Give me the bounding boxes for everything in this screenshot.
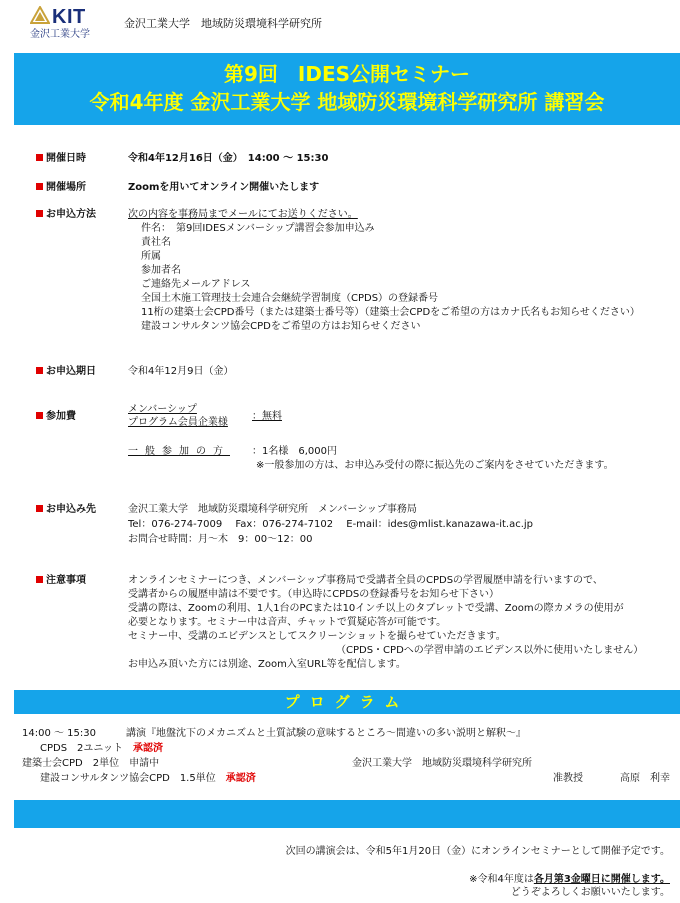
apply-item: 責社名: [141, 237, 171, 248]
fee-label: 参加費: [36, 410, 76, 424]
contact-line2: Tel：076-274-7009 Fax：076-274-7102 E-mail：ides@mlist.kanazawa-it.ac.jp: [128, 519, 534, 530]
footer-note: ※令和4年度は各月第3金曜日に開催します。: [469, 874, 670, 885]
program-cpds: CPDS 2ユニット 承認済: [40, 743, 164, 754]
contact-label: お申込み先: [36, 503, 96, 517]
apply-item: 11桁の建築士会CPD番号（または建築士番号等）（建築士会CPDをご希望の方はカナ氏名もお知らせください）: [141, 307, 640, 318]
note-line: お申込み頂いた方には別途、Zoom入室URL等を配信します。: [128, 659, 406, 670]
notes-label: 注意事項: [36, 574, 86, 588]
fee-note: ※一般参加の方は、お申込み受付の際に振込先のご案内をさせていただきます。: [256, 460, 614, 471]
fee-member-value: ：無料: [252, 411, 282, 422]
banner-title-line1: 第9回 IDES公開セミナー: [223, 62, 471, 86]
program-kenchiku: 建築士会CPD 2単位 申請中: [22, 758, 160, 769]
speaker-org: 金沢工業大学 地域防災環境科学研究所: [352, 758, 532, 769]
apply-item: 参加者名: [141, 265, 181, 276]
date-label: 開催日時: [36, 152, 86, 166]
bullet-icon: [36, 367, 43, 374]
apply-item: 全国土木施工管理技士会連合会継続学習制度（CPDS）の登録番号: [141, 293, 439, 304]
fee-general-label: 一般参加の方: [128, 446, 230, 457]
note-line: 受講の際は、Zoomの利用、1人1台のPCまたは10インチ以上のタブレットで受講、Zoomの際カメラの使用が: [128, 603, 624, 614]
program-bottom-bar: [14, 800, 680, 828]
contact-line1: 金沢工業大学 地域防災環境科学研究所 メンバーシップ事務局: [128, 504, 417, 515]
program-consul: 建設コンサルタンツ協会CPD 1.5単位 承認済: [40, 773, 256, 784]
kit-logo: [30, 4, 110, 42]
deadline-label: お申込期日: [36, 365, 96, 379]
note-line: （CPDS・CPDへの学習申請のエビデンス以外に使用いたしません）: [336, 645, 644, 656]
place-label: 開催場所: [36, 181, 86, 195]
footer-closing: どうぞよろしくお願いいたします。: [510, 887, 670, 898]
banner-title-line2: 令和4年度 金沢工業大学 地域防災環境科学研究所 講習会: [89, 90, 605, 114]
cpds-status: 承認済: [133, 743, 164, 754]
footer-next: 次回の講演会は、令和5年1月20日（金）にオンラインセミナーとして開催予定です。: [285, 846, 670, 857]
bullet-icon: [36, 183, 43, 190]
deadline-value: 令和4年12月9日（金）: [128, 366, 234, 377]
bullet-icon: [36, 154, 43, 161]
title-banner: [14, 53, 680, 125]
logo-kit-text: KIT: [52, 6, 86, 28]
bullet-icon: [36, 412, 43, 419]
contact-line3: お問合せ時間：月～木 9：00～12：00: [128, 534, 313, 545]
program-time: 14:00 ～ 15:30: [22, 728, 96, 739]
logo-subtitle: 金沢工業大学: [30, 29, 90, 40]
consul-status: 承認済: [225, 773, 256, 784]
fee-member-line1: メンバーシップ: [128, 404, 197, 415]
header-org: 金沢工業大学 地域防災環境科学研究所: [124, 17, 322, 30]
apply-label: お申込方法: [36, 208, 96, 222]
note-line: 必要となります。セミナー中は音声、チャットで質疑応答が可能です。: [128, 617, 447, 628]
note-line: オンラインセミナーにつき、メンバーシップ事務局で受講者全員のCPDSの学習履歴申請を行いますので、: [128, 575, 603, 586]
apply-intro: 次の内容を事務局までメールにてお送りください。: [128, 209, 358, 220]
bullet-icon: [36, 210, 43, 217]
apply-item: 建設コンサルタンツ協会CPDをご希望の方はお知らせください: [141, 321, 421, 332]
note-line: 受講者からの履歴申請は不要です。（申込時にCPDSの登録番号をお知らせ下さい）: [128, 589, 499, 600]
kit-emblem-icon: [30, 6, 50, 24]
note-line: セミナー中、受講のエビデンスとしてスクリーンショットを撮らせていただきます。: [128, 631, 506, 642]
fee-member-line2: プログラム会員企業様: [128, 417, 228, 428]
speaker-name: 高原 利幸: [620, 773, 670, 784]
footer-note-bold: 各月第3金曜日に開催します。: [533, 874, 670, 885]
apply-item: 件名： 第9回IDESメンバーシップ講習会参加申込み: [141, 223, 375, 234]
program-lecture: 講演『地盤沈下のメカニズムと土質試験の意味するところ～間違いの多い説明と解釈～』: [126, 728, 526, 739]
fee-general-value: ：1名様 6,000円: [252, 446, 337, 457]
program-banner: プログラム: [14, 690, 680, 714]
speaker-title: 准教授: [553, 773, 583, 784]
place-value: Zoomを用いてオンライン開催いたします: [128, 182, 320, 193]
bullet-icon: [36, 576, 43, 583]
apply-item: ご連絡先メールアドレス: [141, 279, 251, 290]
date-value: 令和4年12月16日（金） 14:00 ～ 15:30: [128, 153, 329, 164]
bullet-icon: [36, 505, 43, 512]
apply-item: 所属: [141, 251, 161, 262]
